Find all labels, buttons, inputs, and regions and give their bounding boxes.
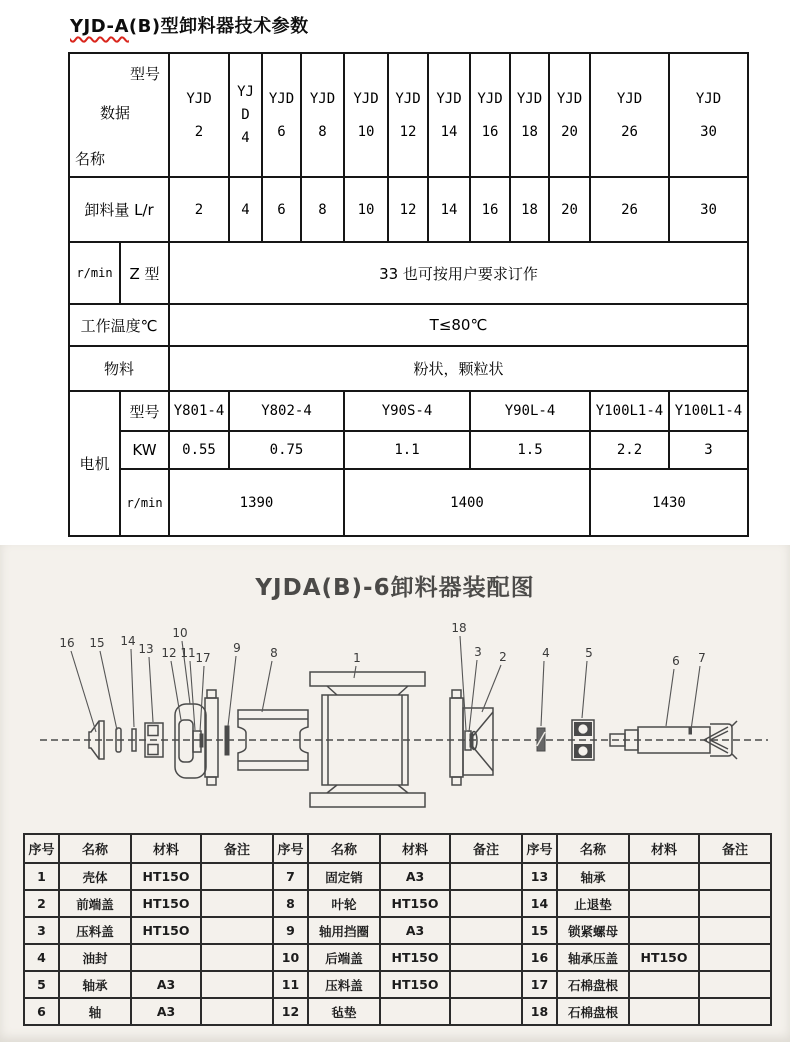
- discharge-value-cell: 8: [301, 177, 344, 242]
- parts-name-cell: 压料盖: [59, 917, 131, 944]
- parts-name-cell: 轴用挡圈: [308, 917, 380, 944]
- parts-name-cell: 轴承: [59, 971, 131, 998]
- callout-leader-15: [100, 651, 117, 730]
- parts-no-cell: 17: [522, 971, 557, 998]
- parts-material-cell: HT15O: [380, 971, 450, 998]
- callout-number-10: 10: [172, 626, 188, 640]
- parts-column-header: 序号: [24, 834, 59, 863]
- discharge-value-cell: 10: [344, 177, 388, 242]
- parts-name-cell: 油封: [59, 944, 131, 971]
- material-row: [69, 346, 748, 391]
- parts-name-cell: 后端盖: [308, 944, 380, 971]
- parts-no-cell: 2: [24, 890, 59, 917]
- model-header-cell: YJD 26: [590, 53, 669, 177]
- parts-note-cell: [450, 890, 522, 917]
- front-flange-tab-top: [452, 690, 461, 698]
- motor-model-row: [69, 391, 748, 431]
- parts-material-cell: HT15O: [131, 890, 201, 917]
- part-13-roller-bottom: [148, 745, 158, 755]
- discharge-value-cell: 6: [262, 177, 301, 242]
- parts-name-cell: 轴承压盖: [557, 944, 629, 971]
- model-header-cell: YJD 10: [344, 53, 388, 177]
- parts-note-cell: [201, 890, 273, 917]
- parts-no-cell: 16: [522, 944, 557, 971]
- callout-number-18: 18: [451, 621, 467, 635]
- temperature-label-cell: 工作温度℃: [69, 304, 169, 346]
- front-flange-plate: [450, 698, 463, 777]
- parts-material-cell: [629, 863, 699, 890]
- corner-label-name: 名称: [75, 150, 106, 168]
- parts-name-cell: 石棉盘根: [557, 998, 629, 1025]
- parts-no-cell: 12: [273, 998, 308, 1025]
- spec-corner-cell: [69, 53, 169, 177]
- parts-material-cell: A3: [380, 917, 450, 944]
- front-cone-bottom: [473, 747, 493, 771]
- model-header-cell: YJD 16: [470, 53, 510, 177]
- parts-note-cell: [699, 863, 771, 890]
- discharge-value-cell: 4: [229, 177, 262, 242]
- callout-number-17: 17: [195, 651, 211, 665]
- parts-name-cell: 叶轮: [308, 890, 380, 917]
- speed-unit-cell: r/min: [69, 242, 120, 304]
- part-1-taper-tl: [327, 686, 337, 695]
- discharge-row: [69, 177, 748, 242]
- rear-flange-plate: [205, 698, 218, 777]
- callout-number-16: 16: [59, 636, 75, 650]
- callout-number-7: 7: [698, 651, 706, 665]
- parts-note-cell: [201, 917, 273, 944]
- callout-number-3: 3: [474, 645, 482, 659]
- parts-column-header: 备注: [450, 834, 522, 863]
- material-label-cell: 物料: [69, 346, 169, 391]
- parts-name-cell: 前端盖: [59, 890, 131, 917]
- parts-no-cell: 14: [522, 890, 557, 917]
- motor-label-cell: 电机: [69, 391, 120, 536]
- parts-note-cell: [699, 998, 771, 1025]
- discharge-value-cell: 20: [549, 177, 590, 242]
- spec-table: [68, 52, 749, 537]
- discharge-value-cell: 14: [428, 177, 470, 242]
- parts-no-cell: 3: [24, 917, 59, 944]
- callout-leader-13: [149, 657, 153, 722]
- discharge-label-cell: 卸料量 L/r: [69, 177, 169, 242]
- parts-column-header: 序号: [273, 834, 308, 863]
- callout-number-6: 6: [672, 654, 680, 668]
- parts-no-cell: 15: [522, 917, 557, 944]
- parts-column-header: 序号: [522, 834, 557, 863]
- motor-speed-cell: 1390: [169, 469, 344, 536]
- part-11-press-cover: [179, 720, 193, 762]
- callout-number-2: 2: [499, 650, 507, 664]
- callout-leader-8: [262, 661, 272, 712]
- discharge-value-cell: 16: [470, 177, 510, 242]
- motor-model-label-cell: 型号: [120, 391, 169, 431]
- callout-leader-2: [482, 665, 501, 712]
- model-header-cell: YJD 14: [428, 53, 470, 177]
- temperature-value-cell: T≤80℃: [169, 304, 748, 346]
- parts-no-cell: 13: [522, 863, 557, 890]
- parts-row: [24, 971, 771, 998]
- speed-row: [69, 242, 748, 304]
- part-13-roller-top: [148, 726, 158, 736]
- motor-model-cell: Y100L1-4: [669, 391, 748, 431]
- part-9-retaining-ring: [225, 726, 229, 755]
- parts-note-cell: [201, 971, 273, 998]
- motor-speed-row: [69, 469, 748, 536]
- parts-column-header: 名称: [59, 834, 131, 863]
- callout-leader-6: [666, 669, 674, 726]
- discharge-value-cell: 18: [510, 177, 549, 242]
- parts-material-cell: [380, 998, 450, 1025]
- parts-no-cell: 9: [273, 917, 308, 944]
- parts-note-cell: [201, 944, 273, 971]
- motor-model-cell: Y802-4: [229, 391, 344, 431]
- parts-column-header: 名称: [308, 834, 380, 863]
- motor-power-cell: 0.55: [169, 431, 229, 469]
- material-value-cell: 粉状，颗粒状: [169, 346, 748, 391]
- callout-leader-7: [691, 666, 700, 730]
- motor-model-cell: Y90L-4: [470, 391, 590, 431]
- callout-number-13: 13: [138, 642, 154, 656]
- assembly-exploded-diagram: [10, 620, 780, 835]
- temperature-row: [69, 304, 748, 346]
- parts-no-cell: 4: [24, 944, 59, 971]
- parts-material-cell: HT15O: [131, 863, 201, 890]
- parts-name-cell: 毡垫: [308, 998, 380, 1025]
- parts-material-cell: [629, 998, 699, 1025]
- model-header-cell: YJD 8: [301, 53, 344, 177]
- parts-name-cell: 压料盖: [308, 971, 380, 998]
- parts-note-cell: [450, 863, 522, 890]
- callout-number-15: 15: [89, 636, 105, 650]
- callout-leader-17: [200, 666, 204, 732]
- parts-note-cell: [699, 917, 771, 944]
- page-title-marked-text: YJD-A: [70, 16, 129, 37]
- parts-material-cell: [629, 890, 699, 917]
- parts-name-cell: 轴: [59, 998, 131, 1025]
- parts-no-cell: 8: [273, 890, 308, 917]
- parts-material-cell: A3: [131, 998, 201, 1025]
- motor-model-cell: Y90S-4: [344, 391, 470, 431]
- callout-number-1: 1: [353, 651, 361, 665]
- callout-number-8: 8: [270, 646, 278, 660]
- corner-label-model: 型号: [129, 65, 160, 83]
- model-header-cell: YJD 20: [549, 53, 590, 177]
- parts-row: [24, 863, 771, 890]
- parts-note-cell: [450, 917, 522, 944]
- parts-table: [23, 833, 772, 1026]
- speed-type-cell: Z 型: [120, 242, 169, 304]
- part-1-taper-br: [398, 785, 408, 793]
- parts-column-header: 材料: [629, 834, 699, 863]
- motor-power-cell: 3: [669, 431, 748, 469]
- parts-note-cell: [699, 944, 771, 971]
- callout-number-9: 9: [233, 641, 241, 655]
- parts-column-header: 名称: [557, 834, 629, 863]
- motor-speed-cell: 1430: [590, 469, 748, 536]
- parts-row: [24, 998, 771, 1025]
- spec-header-row: [69, 53, 748, 177]
- parts-name-cell: 止退垫: [557, 890, 629, 917]
- discharge-value-cell: 2: [169, 177, 229, 242]
- motor-speed-label-cell: r/min: [120, 469, 169, 536]
- discharge-value-cell: 26: [590, 177, 669, 242]
- rear-flange-tab-bottom: [207, 777, 216, 785]
- model-header-cell: YJD 2: [169, 53, 229, 177]
- page-title: [70, 12, 309, 38]
- parts-name-cell: 固定销: [308, 863, 380, 890]
- callout-number-11: 11: [180, 646, 196, 660]
- parts-material-cell: [131, 944, 201, 971]
- parts-note-cell: [699, 890, 771, 917]
- parts-material-cell: HT15O: [380, 890, 450, 917]
- parts-no-cell: 1: [24, 863, 59, 890]
- parts-row: [24, 944, 771, 971]
- motor-power-cell: 2.2: [590, 431, 669, 469]
- parts-no-cell: 5: [24, 971, 59, 998]
- parts-column-header: 材料: [131, 834, 201, 863]
- parts-note-cell: [450, 971, 522, 998]
- part-5-ball-bottom: [578, 746, 587, 755]
- callout-leader-11: [190, 661, 195, 730]
- parts-material-cell: HT15O: [629, 944, 699, 971]
- part-1-taper-bl: [327, 785, 337, 793]
- parts-no-cell: 11: [273, 971, 308, 998]
- parts-column-header: 备注: [201, 834, 273, 863]
- assembly-diagram-title: YJDA(B)-6卸料器装配图: [255, 575, 535, 601]
- parts-header-row: [24, 834, 771, 863]
- parts-no-cell: 6: [24, 998, 59, 1025]
- part-1-taper-tr: [398, 686, 408, 695]
- model-header-cell: YJD 18: [510, 53, 549, 177]
- motor-power-label-cell: KW: [120, 431, 169, 469]
- corner-label-data: 数据: [100, 104, 131, 122]
- model-header-cell: YJD 6: [262, 53, 301, 177]
- parts-material-cell: HT15O: [380, 944, 450, 971]
- part-1-flange-bottom: [310, 793, 425, 807]
- parts-note-cell: [450, 998, 522, 1025]
- motor-model-cell: Y801-4: [169, 391, 229, 431]
- parts-material-cell: HT15O: [131, 917, 201, 944]
- parts-note-cell: [699, 971, 771, 998]
- parts-note-cell: [201, 863, 273, 890]
- parts-name-cell: 锁紧螺母: [557, 917, 629, 944]
- motor-power-cell: 1.5: [470, 431, 590, 469]
- part-1-flange-top: [310, 672, 425, 686]
- callout-number-4: 4: [542, 646, 550, 660]
- parts-no-cell: 18: [522, 998, 557, 1025]
- motor-power-cell: 0.75: [229, 431, 344, 469]
- rear-flange-tab-top: [207, 690, 216, 698]
- parts-note-cell: [450, 944, 522, 971]
- callout-number-5: 5: [585, 646, 593, 660]
- model-header-cell: YJD 12: [388, 53, 428, 177]
- parts-name-cell: 轴承: [557, 863, 629, 890]
- callout-leader-3: [469, 660, 477, 732]
- motor-speed-cell: 1400: [344, 469, 590, 536]
- parts-name-cell: 石棉盘根: [557, 971, 629, 998]
- speed-value-cell: 33 也可按用户要求订作: [169, 242, 748, 304]
- discharge-value-cell: 30: [669, 177, 748, 242]
- part-5-ball-top: [578, 724, 587, 733]
- callout-number-12: 12: [161, 646, 177, 660]
- parts-column-header: 备注: [699, 834, 771, 863]
- parts-name-cell: 壳体: [59, 863, 131, 890]
- parts-row: [24, 890, 771, 917]
- page-title-rest-text: (B)型卸料器技术参数: [128, 16, 309, 37]
- parts-material-cell: A3: [380, 863, 450, 890]
- callout-leader-9: [228, 656, 236, 726]
- front-flange-tab-bottom: [452, 777, 461, 785]
- parts-column-header: 材料: [380, 834, 450, 863]
- part-17-packing: [200, 734, 203, 747]
- callout-leader-14: [131, 649, 134, 727]
- model-header-cell: YJD 30: [669, 53, 748, 177]
- parts-material-cell: A3: [131, 971, 201, 998]
- motor-power-row: [69, 431, 748, 469]
- parts-no-cell: 7: [273, 863, 308, 890]
- parts-row: [24, 917, 771, 944]
- scanned-photo-section: [0, 545, 790, 1042]
- motor-power-cell: 1.1: [344, 431, 470, 469]
- parts-material-cell: [629, 917, 699, 944]
- callout-leader-4: [541, 661, 544, 726]
- model-header-cell: YJ D 4: [229, 53, 262, 177]
- parts-material-cell: [629, 971, 699, 998]
- parts-no-cell: 10: [273, 944, 308, 971]
- discharge-value-cell: 12: [388, 177, 428, 242]
- parts-note-cell: [201, 998, 273, 1025]
- callout-leader-16: [71, 651, 96, 732]
- callout-number-14: 14: [120, 634, 136, 648]
- motor-model-cell: Y100L1-4: [590, 391, 669, 431]
- callout-leader-5: [582, 661, 587, 718]
